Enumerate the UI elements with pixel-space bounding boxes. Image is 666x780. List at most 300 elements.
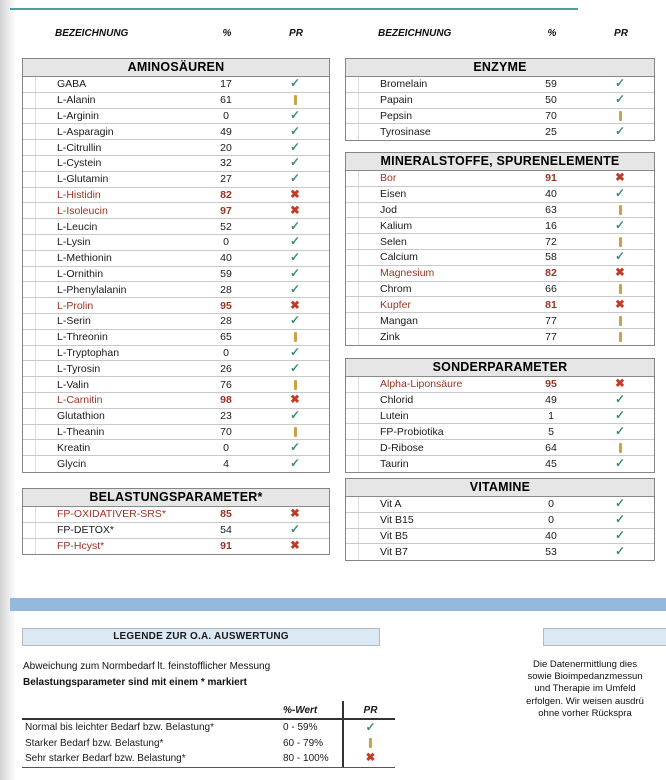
- parameter-value: 0: [548, 498, 554, 511]
- check-icon: ✓: [289, 456, 301, 471]
- spacer: [23, 109, 36, 124]
- parameter-status: [261, 218, 329, 233]
- spacer: [346, 297, 359, 312]
- check-icon: ✓: [289, 234, 301, 249]
- spacer: [23, 330, 36, 345]
- parameter-name: Glycin: [57, 458, 87, 471]
- parameter-name: L-Leucin: [57, 220, 98, 233]
- legend-table: [22, 701, 395, 768]
- legend-row-range: 0 - 59%: [283, 722, 318, 734]
- parameter-value: 65: [220, 331, 232, 344]
- table-row: [346, 377, 654, 393]
- check-icon: ✓: [614, 249, 626, 264]
- parameter-status: [261, 123, 329, 138]
- spacer: [23, 507, 36, 522]
- parameter-name: L-Cystein: [57, 157, 102, 170]
- parameter-name: FP-OXIDATIVER-SRS*: [57, 508, 166, 521]
- check-icon: ✓: [614, 423, 626, 438]
- spacer: [23, 282, 36, 297]
- check-icon: ✓: [289, 123, 301, 138]
- parameter-status: [261, 379, 329, 391]
- spacer: [346, 544, 359, 560]
- warning-bar-icon: [369, 738, 372, 748]
- disclaimer-line: Die Datenermittlung dies: [532, 659, 638, 670]
- parameter-status: [261, 252, 329, 264]
- parameter-status: [586, 498, 654, 510]
- spacer: [23, 539, 36, 555]
- table-mineralstoffe: [345, 152, 655, 346]
- parameter-name: Vit A: [380, 498, 402, 511]
- check-icon: ✓: [614, 455, 626, 470]
- table-row: [346, 393, 654, 409]
- parameter-value: 77: [545, 330, 557, 343]
- spacer: [346, 77, 359, 92]
- table-row: [346, 171, 654, 187]
- parameter-value: 59: [545, 78, 557, 91]
- check-icon: ✓: [289, 522, 301, 537]
- table-row: [346, 529, 654, 545]
- parameter-value: 85: [220, 508, 232, 521]
- col-bezeichnung-label: BEZEICHNUNG: [55, 28, 129, 39]
- parameter-name: L-Threonin: [57, 331, 108, 344]
- parameter-value: 28: [220, 315, 232, 328]
- spacer: [22, 28, 34, 42]
- parameter-name: Jod: [380, 203, 397, 216]
- table-row: [23, 188, 329, 204]
- table-row: [346, 203, 654, 219]
- table-row: [23, 456, 329, 472]
- parameter-status: [586, 78, 654, 90]
- parameter-name: Mangan: [380, 314, 418, 327]
- parameter-value: 20: [220, 141, 232, 154]
- legend-text-line1: Abweichung zum Normbedarf lt. feinstofflicher Messung: [23, 661, 271, 672]
- spacer: [23, 203, 36, 218]
- parameter-value: 77: [545, 314, 557, 327]
- parameter-status: [586, 283, 654, 295]
- parameter-value: 91: [545, 172, 557, 185]
- spacer: [346, 424, 359, 439]
- table-row: [346, 218, 654, 234]
- parameter-value: 0: [223, 441, 229, 454]
- table-row: [23, 425, 329, 441]
- col-pr-label: PR: [614, 28, 628, 39]
- legend-text-line2: Belastungsparameter sind mit einem * markiert: [23, 677, 247, 688]
- spacer: [23, 235, 36, 250]
- table-row: [23, 156, 329, 172]
- check-icon: ✓: [289, 218, 301, 233]
- table-row: [23, 109, 329, 125]
- table-row: [346, 297, 654, 313]
- parameter-value: 27: [220, 173, 232, 186]
- spacer: [23, 172, 36, 187]
- parameter-name: Chlorid: [380, 394, 414, 407]
- legend-column-separator: [342, 701, 344, 767]
- table-row: [346, 282, 654, 298]
- spacer: [23, 156, 36, 171]
- table-row: [346, 497, 654, 513]
- spacer: [346, 234, 359, 249]
- parameter-name: Vit B7: [380, 546, 408, 559]
- parameter-status: [586, 546, 654, 558]
- table-row: [23, 77, 329, 93]
- table-row: [346, 456, 654, 472]
- parameter-status: [586, 172, 654, 184]
- parameter-value: 49: [545, 394, 557, 407]
- spacer: [23, 409, 36, 424]
- check-icon: ✓: [289, 250, 301, 265]
- parameter-value: 0: [223, 236, 229, 249]
- cross-icon: ✖: [615, 298, 625, 311]
- parameter-name: Lutein: [380, 409, 409, 422]
- section-title-vitamine: VITAMINE: [346, 479, 654, 497]
- disclaimer-line: ohne vorher Rückspra: [538, 707, 632, 719]
- cross-icon: ✖: [290, 508, 300, 521]
- parameter-name: L-Methionin: [57, 252, 112, 265]
- parameter-value: 82: [220, 188, 232, 201]
- parameter-name: GABA: [57, 78, 87, 91]
- parameter-value: 91: [220, 540, 232, 553]
- parameter-status: [586, 423, 654, 438]
- parameter-name: FP-Probiotika: [380, 425, 444, 438]
- table-row: [23, 377, 329, 393]
- parameter-name: L-Asparagin: [57, 125, 114, 138]
- spacer: [346, 266, 359, 281]
- spacer: [23, 188, 36, 203]
- parameter-name: Calcium: [380, 251, 418, 264]
- spacer: [346, 93, 359, 108]
- parameter-value: 5: [548, 425, 554, 438]
- parameter-name: FP-DETOX*: [57, 524, 114, 537]
- legend-col-wert-label: %-Wert: [283, 705, 318, 716]
- parameter-status: [261, 439, 329, 454]
- table-row: [23, 298, 329, 314]
- spacer: [23, 251, 36, 266]
- parameter-status: [261, 344, 329, 359]
- check-icon: ✓: [614, 217, 626, 232]
- spacer: [346, 497, 359, 512]
- check-icon: ✓: [614, 407, 626, 422]
- legend-row-range: 60 - 79%: [283, 737, 324, 749]
- spacer: [23, 425, 36, 440]
- disclaimer-title-box: [543, 628, 666, 646]
- parameter-value: 1: [548, 409, 554, 422]
- spacer: [23, 440, 36, 455]
- parameter-status: [586, 94, 654, 106]
- check-icon: ✓: [289, 139, 301, 154]
- table-row: [346, 124, 654, 140]
- table-row: [23, 203, 329, 219]
- check-icon: ✓: [289, 76, 301, 91]
- parameter-name: Papain: [380, 94, 413, 107]
- table-row: [346, 440, 654, 456]
- table-row: [346, 424, 654, 440]
- legend-row-status: [346, 753, 395, 764]
- check-icon: ✓: [614, 124, 626, 139]
- parameter-name: Kalium: [380, 219, 413, 232]
- parameter-name: Magnesium: [380, 267, 435, 280]
- warning-bar-icon: [619, 332, 622, 342]
- parameter-value: 0: [223, 346, 229, 359]
- parameter-value: 32: [220, 157, 232, 170]
- warning-bar-icon: [294, 380, 297, 390]
- check-icon: ✓: [614, 496, 626, 511]
- table-row: [23, 440, 329, 456]
- parameter-value: 81: [545, 298, 557, 311]
- legend-row: [22, 720, 395, 736]
- top-accent-line: [10, 8, 578, 10]
- parameter-status: [586, 527, 654, 542]
- parameter-name: Eisen: [380, 188, 407, 201]
- table-row: [346, 266, 654, 282]
- spacer: [346, 124, 359, 140]
- parameter-status: [586, 394, 654, 406]
- table-row: [346, 109, 654, 125]
- parameter-status: [261, 78, 329, 90]
- section-title-sonderparameter: SONDERPARAMETER: [346, 359, 654, 377]
- parameter-value: 97: [220, 204, 232, 217]
- parameter-value: 76: [220, 378, 232, 391]
- warning-bar-icon: [619, 284, 622, 294]
- parameter-name: Kupfer: [380, 298, 411, 311]
- section-title-mineralstoffe: MINERALSTOFFE, SPURENELEMENTE: [346, 153, 654, 171]
- parameter-value: 58: [545, 251, 557, 264]
- parameter-value: 59: [220, 267, 232, 280]
- parameter-value: 17: [220, 78, 232, 91]
- cross-icon: ✖: [290, 204, 300, 217]
- check-icon: ✓: [614, 76, 626, 91]
- parameter-value: 72: [545, 235, 557, 248]
- parameter-name: Tyrosinase: [380, 126, 431, 139]
- section-title-aminosaeuren: AMINOSÄUREN: [23, 59, 329, 77]
- spacer: [346, 456, 359, 472]
- table-row: [346, 313, 654, 329]
- cross-icon: ✖: [290, 394, 300, 407]
- parameter-name: Bor: [380, 172, 397, 185]
- table-row: [346, 544, 654, 560]
- parameter-value: 0: [548, 514, 554, 527]
- parameter-value: 40: [220, 252, 232, 265]
- spacer: [23, 346, 36, 361]
- cross-icon: ✖: [290, 188, 300, 201]
- warning-bar-icon: [294, 332, 297, 342]
- check-icon: ✓: [614, 527, 626, 542]
- parameter-value: 70: [545, 109, 557, 122]
- table-row: [23, 314, 329, 330]
- parameter-status: [586, 331, 654, 343]
- legend-row: [22, 751, 395, 767]
- parameter-name: L-Theanin: [57, 425, 105, 438]
- parameter-status: [586, 378, 654, 390]
- parameter-name: L-Lysin: [57, 236, 91, 249]
- parameter-status: [586, 110, 654, 122]
- parameter-status: [261, 360, 329, 375]
- spacer: [23, 361, 36, 376]
- parameter-name: L-Valin: [57, 378, 89, 391]
- parameter-name: Zink: [380, 330, 400, 343]
- parameter-value: 63: [545, 203, 557, 216]
- parameter-status: [261, 281, 329, 296]
- table-row: [346, 234, 654, 250]
- parameter-name: L-Isoleucin: [57, 204, 108, 217]
- parameter-name: L-Phenylalanin: [57, 283, 127, 296]
- warning-bar-icon: [294, 95, 297, 105]
- spacer: [23, 456, 36, 472]
- table-row: [23, 330, 329, 346]
- parameter-value: 82: [545, 267, 557, 280]
- table-row: [23, 507, 329, 523]
- disclaimer-line: und Therapie im Umfeld: [534, 683, 636, 695]
- check-icon: ✓: [289, 155, 301, 170]
- check-icon: ✓: [289, 408, 301, 423]
- disclaimer-line: sowie Bioimpedanzmessun: [527, 671, 643, 683]
- parameter-name: Glutathion: [57, 410, 105, 423]
- parameter-name: Vit B15: [380, 514, 414, 527]
- check-icon: ✓: [614, 92, 626, 107]
- parameter-status: [261, 94, 329, 106]
- parameter-value: 54: [220, 524, 232, 537]
- spacer: [346, 171, 359, 186]
- parameter-name: Vit B5: [380, 529, 408, 542]
- table-row: [23, 251, 329, 267]
- legend-table-header: [22, 701, 395, 720]
- spacer: [345, 28, 357, 42]
- parameter-value: 50: [545, 94, 557, 107]
- table-row: [23, 172, 329, 188]
- parameter-name: FP-Hcyst*: [57, 540, 105, 553]
- parameter-name: L-Arginin: [57, 109, 100, 122]
- check-icon: ✓: [614, 392, 626, 407]
- warning-bar-icon: [619, 205, 622, 215]
- parameter-name: L-Prolin: [57, 299, 94, 312]
- spacer: [346, 282, 359, 297]
- parameter-value: 26: [220, 362, 232, 375]
- warning-bar-icon: [619, 443, 622, 453]
- spacer: [23, 219, 36, 234]
- parameter-status: [586, 188, 654, 200]
- check-icon: ✓: [614, 186, 626, 201]
- parameter-name: Bromelain: [380, 78, 428, 91]
- parameter-name: Selen: [380, 235, 407, 248]
- legend-row-label: Sehr starker Bedarf bzw. Belastung*: [25, 753, 186, 765]
- parameter-name: L-Serin: [57, 315, 91, 328]
- spacer: [346, 377, 359, 392]
- parameter-status: [261, 265, 329, 280]
- table-row: [346, 93, 654, 109]
- spacer: [346, 329, 359, 345]
- table-row: [23, 523, 329, 539]
- parameter-status: [586, 251, 654, 263]
- table-row: [23, 393, 329, 409]
- cross-icon: ✖: [290, 540, 300, 553]
- parameter-name: L-Carnitin: [57, 394, 103, 407]
- parameter-value: 23: [220, 410, 232, 423]
- parameter-status: [261, 540, 329, 552]
- right-column-header: [345, 28, 655, 42]
- parameter-status: [261, 315, 329, 327]
- parameter-value: 52: [220, 220, 232, 233]
- check-icon: ✓: [289, 171, 301, 186]
- section-divider-bar: [10, 598, 666, 611]
- parameter-status: [261, 189, 329, 201]
- spacer: [23, 393, 36, 408]
- parameter-status: [586, 204, 654, 216]
- parameter-name: L-Tryptophan: [57, 346, 120, 359]
- parameter-name: Taurin: [380, 457, 409, 470]
- spacer: [23, 267, 36, 282]
- table-row: [23, 235, 329, 251]
- section-title-enzyme: ENZYME: [346, 59, 654, 77]
- check-icon: ✓: [289, 265, 301, 280]
- table-row: [346, 409, 654, 425]
- spacer: [346, 529, 359, 544]
- spacer: [346, 393, 359, 408]
- col-bezeichnung-label: BEZEICHNUNG: [378, 28, 452, 39]
- parameter-status: [586, 407, 654, 422]
- check-icon: ✓: [289, 313, 301, 328]
- parameter-value: 16: [545, 219, 557, 232]
- legend-row-status: [346, 719, 395, 734]
- spacer: [23, 93, 36, 108]
- parameter-status: [261, 139, 329, 154]
- check-icon: ✓: [289, 344, 301, 359]
- parameter-value: 40: [545, 188, 557, 201]
- parameter-status: [261, 300, 329, 312]
- parameter-status: [586, 299, 654, 311]
- spacer: [346, 513, 359, 528]
- warning-bar-icon: [619, 111, 622, 121]
- col-pr-label: PR: [289, 28, 303, 39]
- table-row: [23, 267, 329, 283]
- disclaimer-text: [500, 659, 666, 720]
- spacer: [23, 124, 36, 139]
- table-row: [23, 409, 329, 425]
- cross-icon: ✖: [290, 299, 300, 312]
- parameter-value: 25: [545, 126, 557, 139]
- spacer: [346, 440, 359, 455]
- parameter-name: L-Alanin: [57, 94, 96, 107]
- parameter-value: 53: [545, 546, 557, 559]
- legend-row-status: [346, 738, 395, 749]
- parameter-name: Chrom: [380, 282, 412, 295]
- disclaimer-line: erfolgen. Wir weisen ausdrü: [526, 695, 644, 707]
- spacer: [346, 218, 359, 233]
- parameter-status: [261, 458, 329, 470]
- parameter-value: 95: [545, 378, 557, 391]
- spacer: [23, 298, 36, 313]
- check-icon: ✓: [289, 281, 301, 296]
- parameter-value: 61: [220, 94, 232, 107]
- check-icon: ✓: [289, 360, 301, 375]
- warning-bar-icon: [294, 427, 297, 437]
- parameter-value: 98: [220, 394, 232, 407]
- check-icon: ✓: [614, 544, 626, 559]
- table-enzyme: [345, 58, 655, 141]
- parameter-status: [586, 217, 654, 232]
- table-vitamine: [345, 478, 655, 561]
- parameter-name: Kreatin: [57, 441, 91, 454]
- spacer: [346, 313, 359, 328]
- table-row: [23, 282, 329, 298]
- spacer: [23, 77, 36, 92]
- spacer: [346, 203, 359, 218]
- legend-col-pr-label: PR: [363, 705, 378, 716]
- cross-icon: ✖: [615, 172, 625, 185]
- table-sonderparameter: [345, 358, 655, 473]
- table-aminosaeuren: [22, 58, 330, 473]
- legend-row-label: Normal bis leichter Bedarf bzw. Belastung*: [25, 722, 214, 734]
- parameter-status: [586, 126, 654, 138]
- parameter-status: [261, 107, 329, 122]
